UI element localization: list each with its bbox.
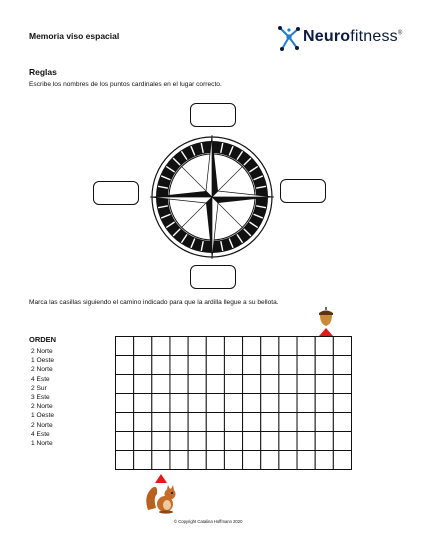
answer-box-west[interactable]: [93, 181, 139, 205]
grid-cell[interactable]: [224, 394, 242, 413]
acorn-icon: [317, 307, 335, 337]
grid-cell[interactable]: [279, 375, 297, 394]
grid-cell[interactable]: [152, 413, 170, 432]
grid-cell[interactable]: [297, 356, 315, 375]
grid-cell[interactable]: [261, 356, 279, 375]
grid-cell[interactable]: [134, 394, 152, 413]
grid-cell[interactable]: [152, 356, 170, 375]
grid-cell[interactable]: [261, 337, 279, 356]
grid-cell[interactable]: [152, 394, 170, 413]
orden-list: [31, 347, 54, 448]
grid-cell[interactable]: [243, 356, 261, 375]
grid-cell[interactable]: [333, 451, 351, 470]
page-title: Memoria viso espacial: [29, 31, 120, 41]
orden-step: 2 Norte: [31, 403, 53, 411]
grid-cell[interactable]: [315, 451, 333, 470]
grid-cell[interactable]: [188, 394, 206, 413]
compass-rose-icon: [148, 133, 276, 261]
answer-box-east[interactable]: [280, 179, 326, 203]
orden-step: 1 Norte: [31, 440, 53, 448]
grid-cell[interactable]: [315, 356, 333, 375]
grid-cell[interactable]: [279, 432, 297, 451]
orden-step: 1 Oeste: [31, 412, 55, 420]
squirrel-icon: [144, 474, 180, 514]
grid-cell[interactable]: [188, 432, 206, 451]
rules-text: Escribe los nombres de los puntos cardinales en el lugar correcto.: [29, 81, 222, 88]
grid-cell[interactable]: [333, 394, 351, 413]
answer-box-north[interactable]: [190, 103, 236, 127]
neurofitness-figure-icon: [276, 23, 302, 53]
brand-logo: [276, 23, 406, 53]
brand-name-part1: Neuro: [303, 28, 351, 45]
grid-cell[interactable]: [116, 375, 134, 394]
grid-cell[interactable]: [152, 375, 170, 394]
grid-cell[interactable]: [170, 337, 188, 356]
grid-cell[interactable]: [243, 451, 261, 470]
grid-cell[interactable]: [134, 413, 152, 432]
grid-cell[interactable]: [188, 356, 206, 375]
brand-name-part2: fitness: [350, 28, 398, 45]
grid-cell[interactable]: [297, 375, 315, 394]
copyright-text: © Copyright Catalina Hoffmann 2020: [174, 519, 243, 524]
grid-cell[interactable]: [116, 337, 134, 356]
rules-heading: Reglas: [29, 67, 57, 77]
grid-cell[interactable]: [188, 375, 206, 394]
grid-cell[interactable]: [315, 337, 333, 356]
grid-cell[interactable]: [261, 451, 279, 470]
goal-marker-icon: [319, 328, 333, 336]
grid-cell[interactable]: [152, 432, 170, 451]
grid-cell[interactable]: [243, 375, 261, 394]
orden-step: 3 Este: [31, 394, 50, 402]
grid-cell[interactable]: [206, 356, 224, 375]
grid-cell[interactable]: [116, 413, 134, 432]
orden-step: 2 Norte: [31, 366, 53, 374]
grid-cell[interactable]: [315, 394, 333, 413]
orden-heading: ORDEN: [29, 335, 57, 344]
grid-cell[interactable]: [315, 375, 333, 394]
grid-cell[interactable]: [134, 432, 152, 451]
grid-cell[interactable]: [116, 394, 134, 413]
grid-cell[interactable]: [279, 356, 297, 375]
grid-cell[interactable]: [206, 451, 224, 470]
grid-cell[interactable]: [170, 451, 188, 470]
grid-cell[interactable]: [297, 337, 315, 356]
grid-cell[interactable]: [116, 432, 134, 451]
orden-step: 2 Norte: [31, 421, 53, 429]
grid-cell[interactable]: [206, 375, 224, 394]
grid-cell[interactable]: [315, 432, 333, 451]
grid-cell[interactable]: [224, 451, 242, 470]
grid-cell[interactable]: [261, 394, 279, 413]
grid-cell[interactable]: [134, 356, 152, 375]
grid-cell[interactable]: [261, 413, 279, 432]
grid-cell[interactable]: [261, 375, 279, 394]
grid-cell[interactable]: [170, 413, 188, 432]
orden-step: 4 Este: [31, 375, 50, 383]
task-instruction: Marca las casillas siguiendo el camino indicado para que la ardilla llegue a su bellota.: [29, 299, 279, 306]
grid-cell[interactable]: [206, 394, 224, 413]
grid-cell[interactable]: [152, 451, 170, 470]
grid-cell[interactable]: [279, 394, 297, 413]
grid-cell[interactable]: [333, 432, 351, 451]
grid-cell[interactable]: [206, 337, 224, 356]
grid-cell[interactable]: [224, 356, 242, 375]
grid-cell[interactable]: [224, 413, 242, 432]
start-marker-icon: [155, 474, 167, 483]
orden-step: 4 Este: [31, 430, 50, 438]
grid-cell[interactable]: [297, 451, 315, 470]
grid-cell[interactable]: [333, 356, 351, 375]
grid-cell[interactable]: [224, 432, 242, 451]
grid-cell[interactable]: [243, 394, 261, 413]
grid-cell[interactable]: [243, 432, 261, 451]
grid-cell[interactable]: [279, 413, 297, 432]
grid-cell[interactable]: [333, 337, 351, 356]
grid-cell[interactable]: [134, 451, 152, 470]
orden-step: 1 Oeste: [31, 357, 55, 365]
orden-step: 2 Sur: [31, 384, 47, 392]
grid-cell[interactable]: [224, 337, 242, 356]
grid-cell[interactable]: [279, 451, 297, 470]
grid-cell[interactable]: [297, 413, 315, 432]
grid-cell[interactable]: [188, 337, 206, 356]
grid-cell[interactable]: [333, 413, 351, 432]
path-grid[interactable]: [115, 336, 352, 470]
grid-cell[interactable]: [170, 432, 188, 451]
answer-box-south[interactable]: [190, 265, 236, 289]
grid-cell[interactable]: [188, 451, 206, 470]
grid-cell[interactable]: [224, 375, 242, 394]
grid-cell[interactable]: [333, 375, 351, 394]
grid-cell[interactable]: [206, 432, 224, 451]
grid-cell[interactable]: [170, 356, 188, 375]
grid-cell[interactable]: [116, 451, 134, 470]
orden-step: 2 Norte: [31, 348, 53, 355]
grid-cell[interactable]: [297, 394, 315, 413]
grid-cell[interactable]: [152, 337, 170, 356]
grid-cell[interactable]: [279, 337, 297, 356]
grid-cell[interactable]: [170, 394, 188, 413]
grid-cell[interactable]: [243, 337, 261, 356]
grid-cell[interactable]: [116, 356, 134, 375]
grid-cell[interactable]: [261, 432, 279, 451]
grid-cell[interactable]: [134, 337, 152, 356]
grid-cell[interactable]: [297, 432, 315, 451]
brand-registered-mark: ®: [397, 30, 403, 37]
grid-cell[interactable]: [315, 413, 333, 432]
grid-cell[interactable]: [170, 375, 188, 394]
grid-cell[interactable]: [134, 375, 152, 394]
grid-cell[interactable]: [243, 413, 261, 432]
grid-cell[interactable]: [206, 413, 224, 432]
grid-cell[interactable]: [188, 413, 206, 432]
